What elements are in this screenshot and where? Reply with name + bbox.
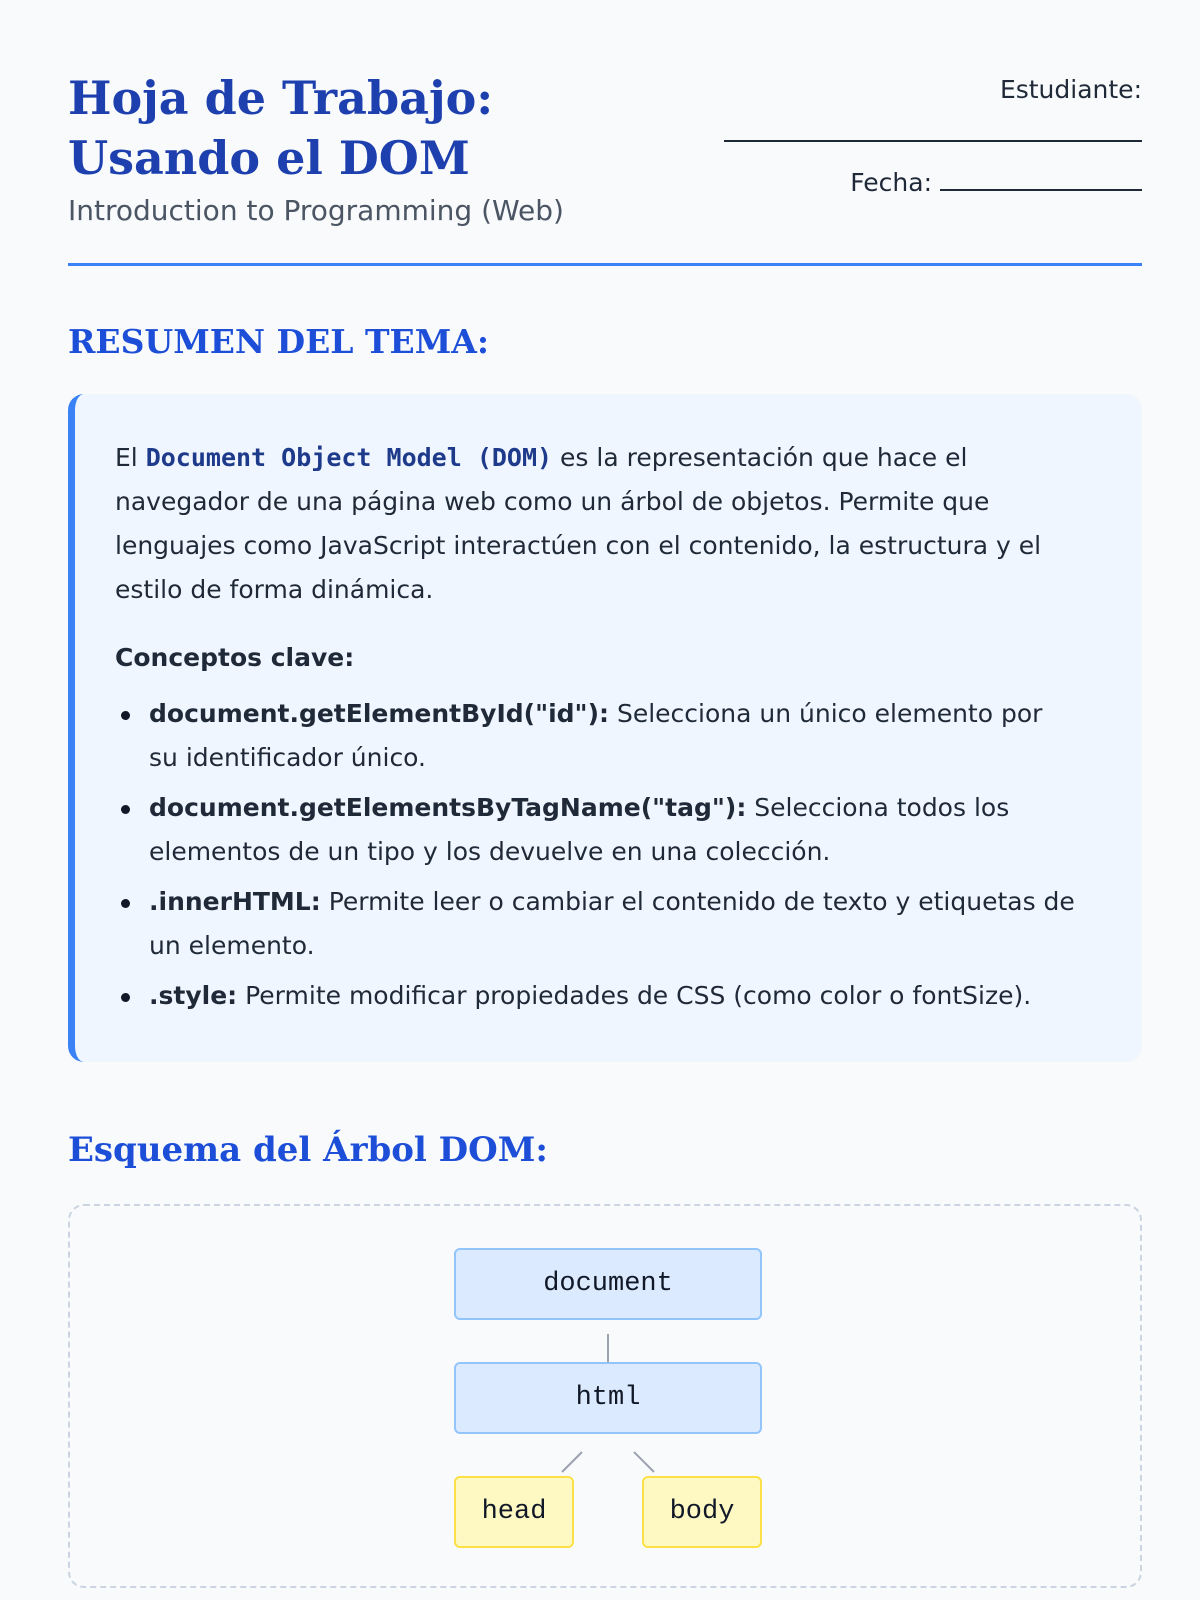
concept-term: document.getElementById("id"): <box>149 699 610 728</box>
page-title: Hoja de Trabajo: Usando el DOM <box>68 71 494 185</box>
node-document: document <box>454 1248 762 1320</box>
date-row <box>724 168 1142 197</box>
worksheet-header <box>68 0 1142 266</box>
concept-item <box>115 786 1075 874</box>
concepts-list <box>115 692 1102 1018</box>
intro-prefix: El <box>115 443 138 472</box>
intro-text: es la representación que hace el navegador de una página web como un árbol de objetos. Permite que lenguajes como JavaScript interactúen con el contenido, la estructura y el estilo de forma dinámica. <box>115 443 1042 604</box>
concept-item <box>115 692 1075 780</box>
concept-term: .style: <box>149 981 238 1010</box>
worksheet-page <box>68 0 1142 1527</box>
dom-tree-diagram <box>68 1204 1142 1588</box>
concepts-title: Conceptos clave: <box>115 643 355 672</box>
dom-term: Document Object Model (DOM) <box>145 443 553 472</box>
summary-intro <box>115 436 1075 612</box>
node-head: head <box>454 1476 574 1548</box>
date-line <box>940 189 1142 191</box>
connector-html-head <box>562 1452 582 1472</box>
concept-term: .innerHTML: <box>149 887 321 916</box>
student-name-line <box>724 140 1142 142</box>
date-label: Fecha: <box>850 168 932 197</box>
concept-desc: Permite modificar propiedades de CSS (como color o fontSize). <box>245 981 1032 1010</box>
course-subtitle: Introduction to Programming (Web) <box>68 194 564 227</box>
summary-heading: RESUMEN DEL TEMA: <box>68 322 490 361</box>
concept-desc: Permite leer o cambiar el contenido de texto y etiquetas de un elemento. <box>149 887 1075 960</box>
student-info <box>724 72 1142 197</box>
summary-box <box>68 394 1142 1062</box>
concept-desc: Selecciona todos los elementos de un tipo y los devuelve en una colección. <box>149 793 1010 866</box>
concept-item <box>115 974 1075 1018</box>
tree-heading: Esquema del Árbol DOM: <box>68 1130 548 1170</box>
concept-term: document.getElementsByTagName("tag"): <box>149 793 747 822</box>
concept-item <box>115 880 1075 968</box>
concept-desc: Selecciona un único elemento por su identificador único. <box>149 699 1043 772</box>
connector-html-body <box>634 1452 654 1472</box>
node-body: body <box>642 1476 762 1548</box>
node-html: html <box>454 1362 762 1434</box>
student-label: Estudiante: <box>999 75 1142 104</box>
